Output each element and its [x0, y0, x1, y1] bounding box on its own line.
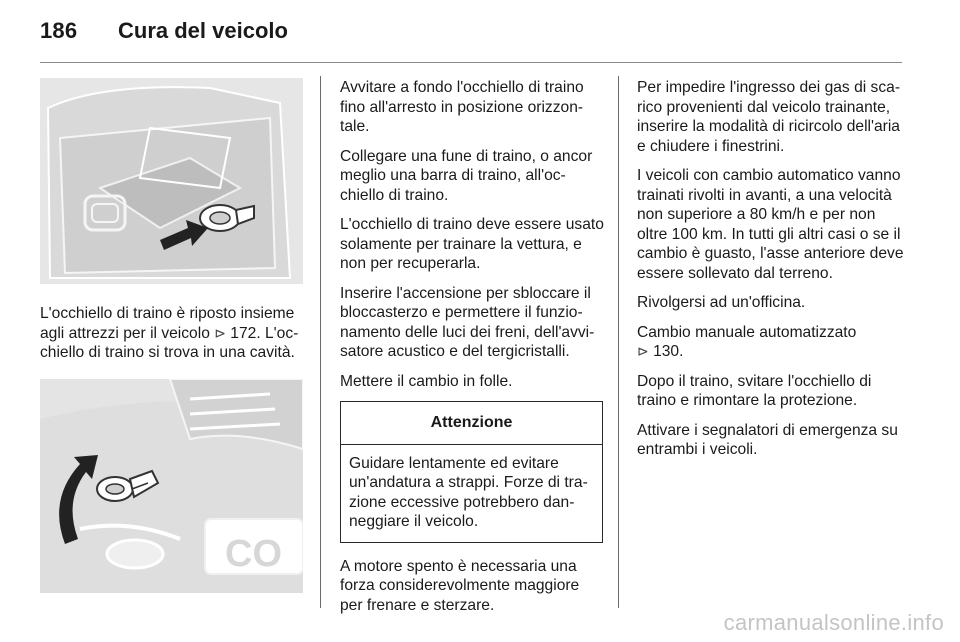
paragraph: A motore spento è necessaria una forza considerevolmente maggiore per frenare e sterzare.: [340, 557, 580, 614]
header-rule: [40, 62, 902, 63]
page-header: [40, 12, 900, 52]
paragraph: Dopo il traino, svitare l'occhiello di traino e rimontare la protezione.: [637, 372, 872, 409]
xref-triangle-icon[interactable]: ⊳: [637, 343, 649, 359]
warning-title: Attenzione: [341, 402, 602, 445]
column-1: [40, 78, 303, 593]
page-title: Cura del veicolo: [118, 18, 288, 43]
towing-eye-illustration: [40, 379, 303, 593]
paragraph: L'occhiello di traino deve essere usato solamente per trainare la vettura, e non per recuperarla.: [340, 216, 604, 272]
paragraph: Collegare una fune di traino, o ancor meglio una barra di traino, all'occhiello di traino.: [340, 147, 593, 204]
warning-box: [340, 401, 603, 543]
paragraph: Mettere il cambio in folle.: [340, 372, 513, 390]
xref-triangle-icon[interactable]: ⊳: [214, 324, 226, 341]
intro-paragraph: L'occhiello di traino è riposto insieme agli attrezzi per il veicolo ⊳ 172. L'occhiello di traino si trova in una cavità.: [40, 305, 299, 361]
watermark: carmanualsonline.info: [723, 610, 944, 635]
column-2: [340, 78, 604, 625]
tool-kit-illustration: [40, 78, 303, 284]
paragraph: Cambio manuale automatizzato ⊳ 130.: [637, 323, 857, 360]
paragraph: Per impedire l'ingresso dei gas di scarico provenienti dal veicolo trainante, inserire la modalità di ricircolo dell'aria e chiudere i finestrini.: [637, 79, 901, 155]
paragraph: I veicoli con cambio automatico vanno trainati rivolti in avanti, a una velocità non superiore a 80 km/h e per non oltre 100 km. In tutti gli altri casi o se il cambio è guasto, l'asse anteriore deve essere sollevato dal terreno.: [637, 167, 904, 282]
column-3: [637, 78, 907, 470]
page-ref[interactable]: 172.: [230, 324, 261, 342]
page-number: 186: [40, 18, 78, 43]
paragraph: Inserire l'accensione per sbloccare il bloccasterzo e permettere il funzionamento delle luci dei freni, dell'avvisatore acustico e del tergicristalli.: [340, 284, 595, 360]
warning-body: Guidare lentamente ed evitare un'andatura a strappi. Forze di trazione eccessive potrebbero danneggiare il veicolo.: [349, 454, 588, 530]
tool-kit-drawing: [40, 78, 303, 284]
paragraph: Avvitare a fondo l'occhiello di traino fino all'arresto in posizione orizzontale.: [340, 79, 584, 135]
column-divider: [618, 76, 619, 608]
column-divider: [320, 76, 321, 608]
paragraph: Rivolgersi ad un'officina.: [637, 294, 806, 311]
plate-text: CO: [225, 532, 282, 575]
towing-eye-drawing: [40, 379, 303, 593]
page-ref[interactable]: 130.: [653, 343, 684, 360]
paragraph: Attivare i segnalatori di emergenza su entrambi i veicoli.: [637, 421, 898, 458]
